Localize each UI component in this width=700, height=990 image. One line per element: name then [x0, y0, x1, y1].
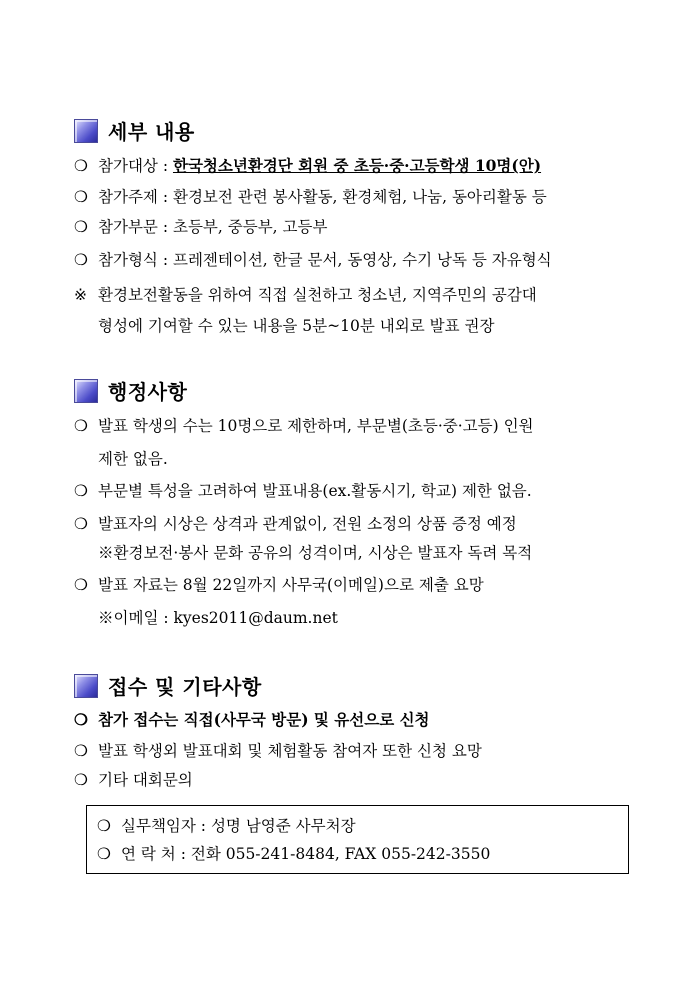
etc-line-2: [74, 740, 640, 762]
admin-line-3: [74, 513, 640, 535]
details-note-line-2: [98, 315, 640, 337]
contact-manager-text: 실무책임자 : 성명 남영준 사무처장: [121, 817, 356, 835]
section-etc-header: [74, 671, 262, 700]
details-line-2-text: 참가주제 : 환경보전 관련 봉사활동, 환경체험, 나눔, 동아리활동 등: [98, 188, 547, 206]
admin-line-1: [74, 415, 640, 437]
blue-square-bullet-icon: [74, 119, 98, 143]
circle-bullet-icon: ❍: [74, 188, 88, 206]
etc-line-1-text: 참가 접수는 직접(사무국 방문) 및 유선으로 신청: [98, 710, 430, 729]
admin-line-2-text: 부문별 특성을 고려하여 발표내용(ex.활동시기, 학교) 제한 없음.: [98, 482, 532, 500]
details-line-1: [74, 155, 640, 177]
circle-bullet-icon: ❍: [97, 845, 111, 863]
section-admin-title: 행정사항: [108, 380, 188, 404]
admin-line-1-text: 발표 학생의 수는 10명으로 제한하며, 부문별(초등·중·고등) 인원: [98, 417, 534, 435]
circle-bullet-icon: ❍: [74, 157, 88, 175]
admin-line-1-cont-text: 제한 없음.: [98, 450, 168, 468]
contact-box: [86, 805, 629, 874]
circle-bullet-icon: ❍: [74, 710, 88, 729]
circle-bullet-icon: ❍: [74, 218, 88, 236]
circle-bullet-icon: ❍: [74, 771, 88, 789]
circle-bullet-icon: ❍: [74, 742, 88, 760]
circle-bullet-icon: ❍: [97, 817, 111, 835]
circle-bullet-icon: ❍: [74, 251, 88, 269]
details-note-text-2: 형성에 기여할 수 있는 내용을 5분~10분 내외로 발표 권장: [98, 317, 495, 335]
admin-email-text: ※이메일 : kyes2011@daum.net: [98, 609, 338, 627]
details-line-4: [74, 249, 640, 271]
details-line-3-text: 참가부문 : 초등부, 중등부, 고등부: [98, 218, 328, 236]
circle-bullet-icon: ❍: [74, 576, 88, 594]
blue-square-bullet-icon: [74, 674, 98, 698]
contact-phone-text: 연 락 처 : 전화 055-241-8484, FAX 055-242-3550: [121, 845, 491, 863]
etc-line-3: [74, 769, 640, 791]
admin-line-3-text: 발표자의 시상은 상격과 관계없이, 전원 소정의 상품 증정 예정: [98, 515, 517, 533]
admin-line-3-note: [98, 542, 640, 564]
blue-square-bullet-icon: [74, 379, 98, 403]
contact-phone-line: [97, 843, 490, 865]
details-line-1-emphasis: 한국청소년환경단 회원 중 초등·중·고등학생 10명(안): [172, 156, 542, 175]
details-line-1-label: 참가대상 :: [98, 157, 173, 175]
circle-bullet-icon: ❍: [74, 482, 88, 500]
circle-bullet-icon: ❍: [74, 515, 88, 533]
admin-line-1-cont: [98, 448, 640, 470]
section-etc-title: 접수 및 기타사항: [108, 675, 262, 699]
reference-mark-icon: ※: [74, 286, 87, 304]
details-line-3: [74, 216, 640, 238]
circle-bullet-icon: ❍: [74, 417, 88, 435]
admin-line-4-text: 발표 자료는 8월 22일까지 사무국(이메일)으로 제출 요망: [98, 576, 484, 594]
contact-manager-line: [97, 815, 356, 837]
admin-line-2: [74, 480, 640, 502]
details-note-line-1: [74, 284, 640, 306]
section-admin-header: [74, 376, 187, 405]
admin-email-line: [98, 607, 640, 629]
etc-line-1: [74, 709, 640, 731]
section-details-header: [74, 116, 195, 145]
etc-line-3-text: 기타 대회문의: [98, 771, 193, 789]
etc-line-2-text: 발표 학생외 발표대회 및 체험활동 참여자 또한 신청 요망: [98, 742, 482, 760]
details-line-4-text: 참가형식 : 프레젠테이션, 한글 문서, 동영상, 수기 낭독 등 자유형식: [98, 251, 552, 269]
admin-line-3-note-text: ※환경보전·봉사 문화 공유의 성격이며, 시상은 발표자 독려 목적: [98, 544, 533, 562]
admin-line-4: [74, 574, 640, 596]
details-note-text-1: 환경보전활동을 위하여 직접 실천하고 청소년, 지역주민의 공감대: [98, 286, 537, 304]
details-line-2: [74, 186, 640, 208]
section-details-title: 세부 내용: [108, 120, 195, 144]
